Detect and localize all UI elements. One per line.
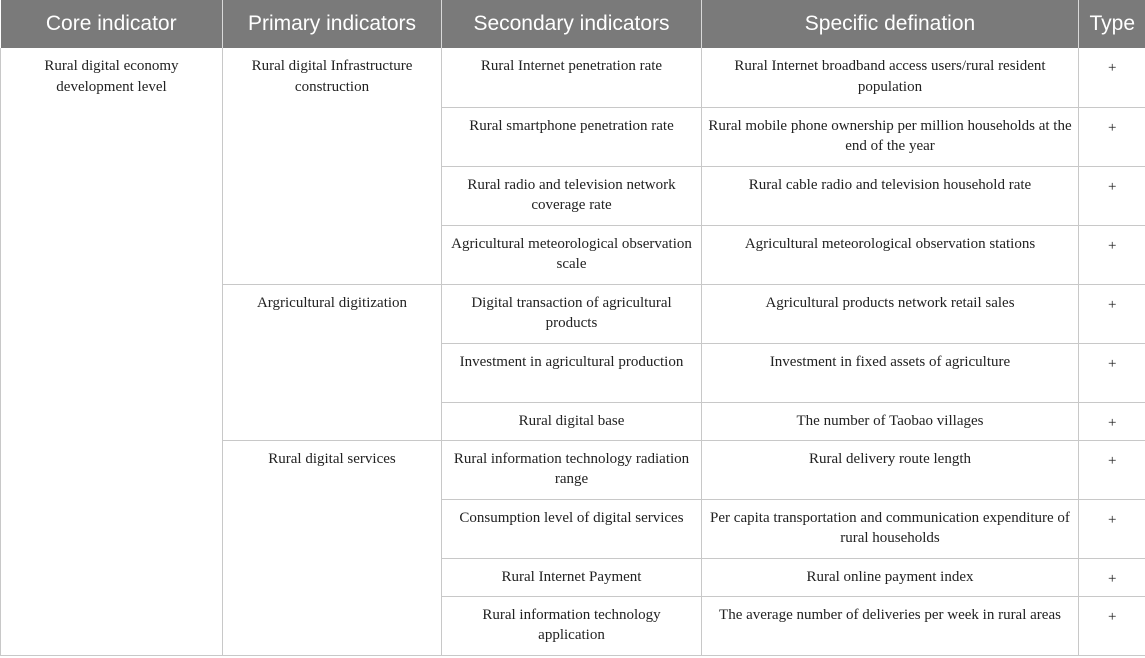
definition-cell: Rural online payment index: [702, 558, 1079, 596]
definition-cell: Per capita transportation and communication expenditure of rural households: [702, 499, 1079, 558]
secondary-indicator-cell: Investment in agricultural production: [442, 343, 702, 402]
secondary-indicator-cell: Rural digital base: [442, 402, 702, 440]
header-secondary-indicators: Secondary indicators: [442, 0, 702, 48]
core-indicator-cell: Rural digital economy development level: [1, 48, 223, 655]
primary-indicator-cell: Argricultural digitization: [223, 284, 442, 440]
type-cell: +: [1079, 440, 1145, 499]
definition-cell: Agricultural meteorological observation stations: [702, 225, 1079, 284]
header-row: [1, 0, 1145, 48]
definition-cell: Investment in fixed assets of agriculture: [702, 343, 1079, 402]
definition-cell: Rural delivery route length: [702, 440, 1079, 499]
definition-cell: Agricultural products network retail sales: [702, 284, 1079, 343]
header-core-indicator: Core indicator: [1, 0, 223, 48]
secondary-indicator-cell: Rural radio and television network coverage rate: [442, 166, 702, 225]
type-cell: +: [1079, 166, 1145, 225]
definition-cell: Rural mobile phone ownership per million households at the end of the year: [702, 107, 1079, 166]
secondary-indicator-cell: Rural Internet penetration rate: [442, 48, 702, 107]
header-type: Type: [1079, 0, 1145, 48]
secondary-indicator-cell: Rural information technology radiation range: [442, 440, 702, 499]
definition-cell: The average number of deliveries per week in rural areas: [702, 596, 1079, 655]
table-body: [1, 48, 1145, 655]
secondary-indicator-cell: Agricultural meteorological observation scale: [442, 225, 702, 284]
type-cell: +: [1079, 225, 1145, 284]
secondary-indicator-cell: Rural Internet Payment: [442, 558, 702, 596]
type-cell: +: [1079, 558, 1145, 596]
type-cell: +: [1079, 48, 1145, 107]
definition-cell: The number of Taobao villages: [702, 402, 1079, 440]
secondary-indicator-cell: Consumption level of digital services: [442, 499, 702, 558]
primary-indicator-cell: Rural digital services: [223, 440, 442, 655]
table-row: [1, 48, 1145, 107]
secondary-indicator-cell: Rural smartphone penetration rate: [442, 107, 702, 166]
type-cell: +: [1079, 284, 1145, 343]
header-primary-indicators: Primary indicators: [223, 0, 442, 48]
header-specific-definition: Specific defination: [702, 0, 1079, 48]
definition-cell: Rural Internet broadband access users/rural resident population: [702, 48, 1079, 107]
secondary-indicator-cell: Digital transaction of agricultural products: [442, 284, 702, 343]
table-header: [1, 0, 1145, 48]
secondary-indicator-cell: Rural information technology application: [442, 596, 702, 655]
primary-indicator-cell: Rural digital Infrastructure construction: [223, 48, 442, 284]
type-cell: +: [1079, 499, 1145, 558]
type-cell: +: [1079, 596, 1145, 655]
definition-cell: Rural cable radio and television household rate: [702, 166, 1079, 225]
type-cell: +: [1079, 343, 1145, 402]
type-cell: +: [1079, 402, 1145, 440]
type-cell: +: [1079, 107, 1145, 166]
